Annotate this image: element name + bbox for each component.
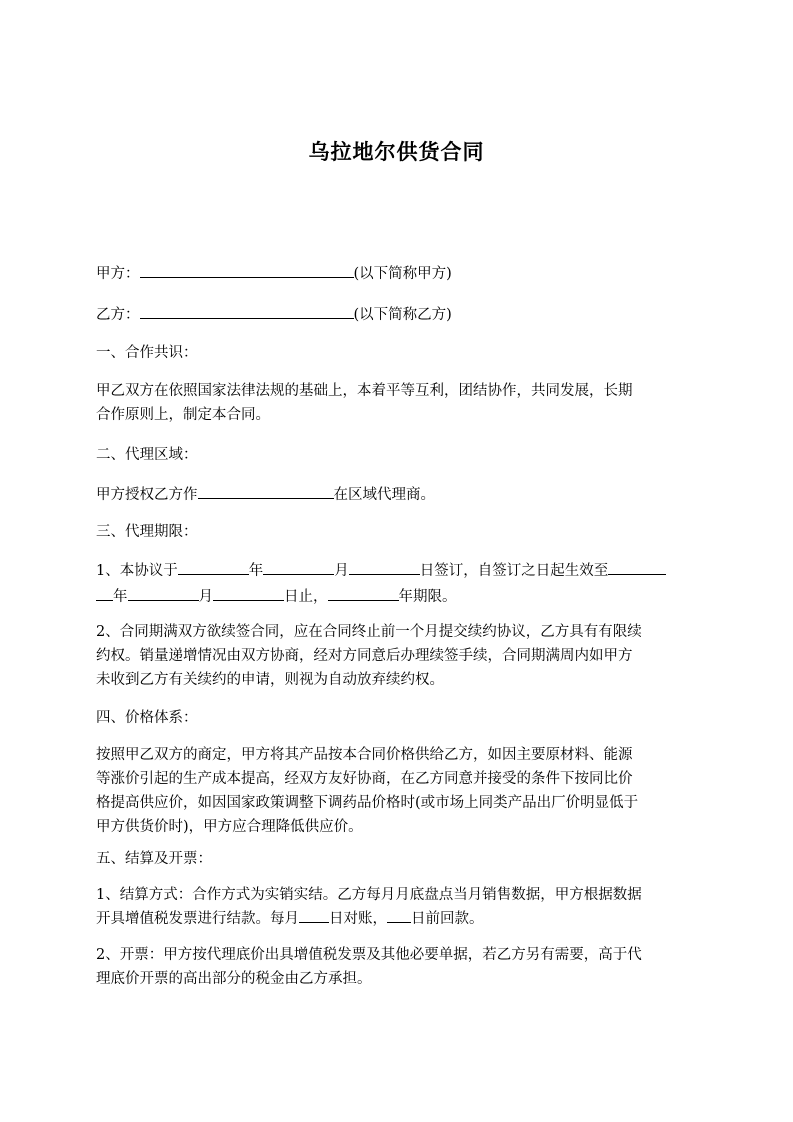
section-3-heading: 三、代理期限： [96,524,198,540]
sign-year-blank[interactable] [178,559,249,575]
party-b-label: 乙方： [96,307,140,323]
end-year-blank[interactable] [96,585,113,601]
reconcile-label: 日对账， [329,911,387,927]
clause-2-line-1: 2、合同期满双方欲续签合同，应在合同终止前一个月提交续约协议，乙方具有有限续 [96,624,642,640]
section-4-line-4: 甲方供货价时)，甲方应合理降低供应价。 [96,819,363,835]
party-a-blank[interactable] [140,262,354,278]
year-label: 年 [248,563,264,579]
end-month-blank[interactable] [128,585,199,601]
sign-day-blank[interactable] [349,559,420,575]
section-1-body [96,379,697,427]
clause-1-start: 1、本协议于 [96,563,178,579]
term-blank[interactable] [328,585,399,601]
document-title: 乌拉地尔供货合同 [308,140,485,164]
party-b-blank[interactable] [140,303,354,319]
party-b-note: (以下简称乙方) [353,307,452,323]
end-day-label: 日止， [284,589,328,605]
clause-2-line-3: 未收到乙方有关续约的申请，则视为自动放弃续约权。 [96,672,444,688]
payment-label: 日前回款。 [411,911,484,927]
payment-day-blank[interactable] [387,907,411,923]
term-label: 年期限。 [398,589,457,605]
section-4-line-3: 格提高供应价，如因国家政策调整下调药品价格时(或市场上同类产品出厂价明显低于 [96,795,639,811]
section-5-clause-1 [96,883,697,931]
party-b-line [96,303,696,325]
section-2-pre: 甲方授权乙方作 [96,487,198,503]
section-4-line-1: 按照甲乙双方的商定，甲方将其产品按本合同价格供给乙方，如因主要原材料、能源 [96,747,633,763]
party-a-line [96,262,696,284]
region-blank[interactable] [198,483,334,499]
invoice-line-2: 理底价开票的高出部分的税金由乙方承担。 [96,971,372,987]
party-a-note: (以下简称甲方) [353,266,452,282]
section-4-line-2: 等涨价引起的生产成本提高，经双方友好协商，在乙方同意并接受的条件下按同比价 [96,771,633,787]
settlement-line-1: 1、结算方式：合作方式为实销实结。乙方每月月底盘点当月销售数据，甲方根据数据 [96,887,642,903]
section-5-heading: 五、结算及开票： [96,851,212,867]
section-2-body [96,483,696,505]
section-1-line-1: 甲乙双方在依照国家法律法规的基础上，本着平等互利，团结协作，共同发展，长期 [96,383,633,399]
section-2-heading: 二、代理区域： [96,447,198,463]
reconcile-day-blank[interactable] [299,907,329,923]
sign-month-blank[interactable] [263,559,334,575]
settlement-line-2 [96,907,697,931]
section-3-clause-1-line-2 [96,585,696,607]
invoice-line-1: 2、开票：甲方按代理底价出具增值税发票及其他必要单据，若乙方另有需要，高于代 [96,947,642,963]
section-3-clause-1-line-1 [96,559,696,581]
party-a-label: 甲方： [96,266,140,282]
month-label: 月 [334,563,349,579]
end-year-blank-start[interactable] [608,559,666,575]
section-5-clause-2 [96,943,697,991]
section-4-body [96,743,697,839]
section-1-line-2: 合作原则上，制定本合同。 [96,407,270,423]
end-year-label: 年 [113,589,128,605]
day-effective-label: 日签订，自签订之日起生效至 [419,563,609,579]
section-2-post: 在区域代理商。 [333,487,435,503]
section-1-heading: 一、合作共识： [96,345,198,361]
end-day-blank[interactable] [213,585,284,601]
end-month-label: 月 [198,589,213,605]
settlement-monthly: 开具增值税发票进行结款。每月 [96,911,299,927]
clause-2-line-2: 约权。销量递增情况由双方协商，经对方同意后办理续签手续，合同期满周内如甲方 [96,648,633,664]
section-4-heading: 四、价格体系： [96,710,198,726]
section-3-clause-2 [96,620,697,692]
